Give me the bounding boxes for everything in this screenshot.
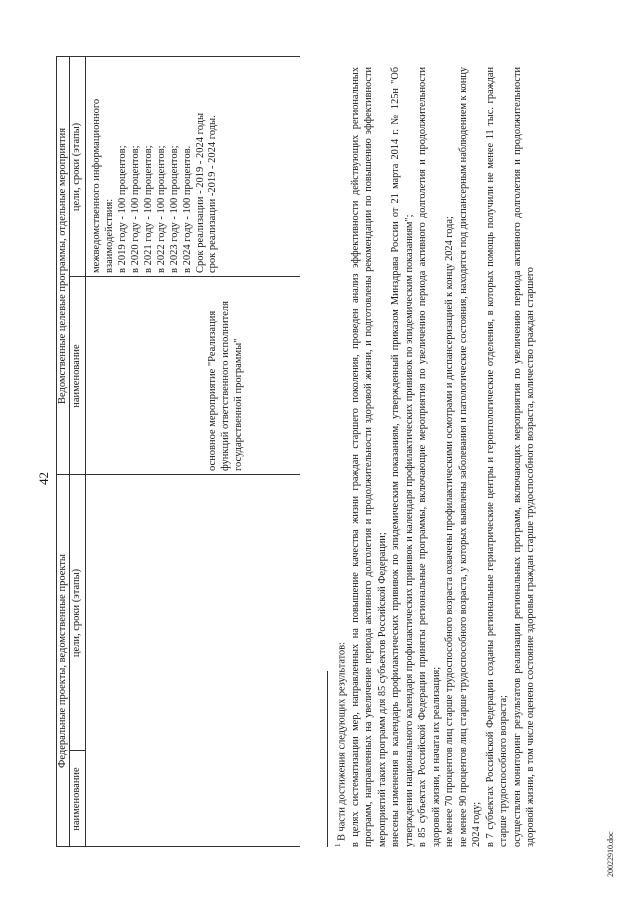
footnote-separator — [327, 671, 328, 847]
footnote-paragraph: внесены изменения в календарь профилактических прививок по эпидемическим показаниям, утвержденный приказом Минздрава России от 21 марта 2014 г. № 125н "Об утверждении национального календаря профилактических прививок и календаря профилактических прививок по эпидемическим показаниям"; — [390, 67, 415, 847]
goals-line: в 2024 году - 100 процентов. — [182, 145, 193, 273]
footnote-intro — [332, 67, 349, 847]
footnote-paragraph: в 85 субъектах Российской Федерации приняты региональные программы, включающие мероприятия по увеличению периода активного долголетия и продолжительности здоровой жизни, и начата их реализация; — [417, 67, 442, 847]
right-goals-second-cell: срок реализации -2019 - 2024 годы. — [207, 115, 218, 273]
right-group-header: Ведомственные целевые программы, отдельные мероприятия — [57, 127, 68, 405]
footnote-marker: 1 — [334, 843, 342, 847]
left-col-name-header: наименование — [71, 767, 82, 831]
footnote-paragraph: в 7 субъектах Российской Федерации созданы региональные гериатрические центры и геронтологические отделения, в которых помощь получили не менее 11 тыс. граждан старше трудоспособного возраста; — [484, 67, 510, 847]
goals-line: в 2021 году - 100 процентов; — [143, 145, 154, 273]
right-col-goals-header: цели, сроки (этапы) — [71, 122, 82, 212]
goals-line: взаимодействия: — [104, 198, 115, 273]
goals-line: Срок реализации - 2019 - 2024 годы — [195, 112, 206, 273]
right-name-cell: основное мероприятие "Реализация функций ответственного исполнителя государственной программы" — [207, 301, 244, 471]
footnote-paragraph: осуществлен мониторинг результатов реализации региональных программ, включающих мероприятия по увеличению периода активного долголетия и продолжительности здоровой жизни, в том числе оценено состояние здоровья граждан старше трудоспособного возраста, количество граждан старшего — [511, 67, 537, 847]
goals-line: межведомственного информационного — [91, 98, 102, 273]
right-goals-cell — [90, 59, 207, 273]
goals-line: в 2022 году - 100 процентов; — [156, 145, 167, 273]
goals-line: в 2023 году - 100 процентов; — [169, 145, 180, 273]
left-group-header: Федеральные проекты, ведомственные проекты — [57, 554, 68, 768]
table-subheader-divider — [85, 57, 86, 847]
footnote-intro-text: В части достижения следующих результатов: — [336, 642, 348, 841]
footnote-paragraph: в целях систематизации мер, направленных на повышение качества жизни граждан старшего поколения, проведен анализ эффективности действующих региональных программ, направленных на увеличение периода активного долголетия и продолжительности здоровой жизни, и подготовлены рекомендации по повышению эффективности мероприятий таких программ для 85 субъектов Российской Федерации; — [349, 67, 388, 847]
page-number: 42 — [36, 472, 51, 485]
left-col-goals-header: цели, сроки (этапы) — [71, 568, 82, 658]
goals-line: в 2020 году - 100 процентов; — [130, 145, 141, 273]
goals-line: в 2019 году - 100 процентов; — [117, 145, 128, 273]
footnote-block — [332, 67, 538, 847]
footnote-paragraph: не менее 90 процентов лиц старше трудоспособного возраста, у которых выявлены заболевания и патологические состояния, находятся под диспансерным наблюдением к концу 2024 году; — [457, 67, 483, 847]
table-right-border — [56, 56, 300, 57]
document-id: 20022910.doc — [606, 831, 615, 877]
table-header-divider — [69, 57, 70, 847]
right-col-divider — [69, 276, 300, 277]
right-col-name-header: наименование — [71, 344, 82, 408]
group-divider — [56, 474, 300, 475]
footnote-paragraph: не менее 70 процентов лиц старше трудоспособного возраста охвачены профилактическими осмотрами и диспансеризацией к концу 2024 года; — [444, 216, 456, 847]
table-left-border — [56, 846, 300, 847]
